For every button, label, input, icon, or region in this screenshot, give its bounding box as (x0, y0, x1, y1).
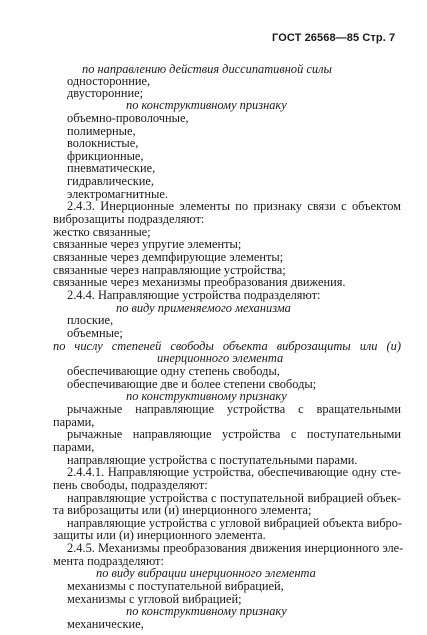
paragraph-line: та виброзащиты или (и) инерционного элемента; (53, 503, 312, 518)
list-item: односторонние, (67, 73, 151, 88)
page-header: ГОСТ 26568—85 Стр. 7 (272, 32, 396, 44)
list-item: парами, (53, 414, 95, 429)
list-item: связанные через демпфирующие элементы; (53, 250, 284, 264)
paragraph-line: 2.4.4. Направляющие устройства подразделяют: (67, 288, 321, 302)
section-subheading: по числу степеней свободы объекта виброзащиты или (и) (53, 338, 401, 353)
paragraph-line: виброзащиты подразделяют: (53, 212, 205, 226)
list-item: связанные через упругие элементы; (53, 237, 242, 252)
section-subheading: по виду применяемого механизма (116, 300, 291, 315)
list-item: электромагнитные. (67, 186, 168, 201)
list-item: пневматические, (67, 161, 156, 176)
paragraph-line: мента подразделяют: (53, 553, 164, 568)
list-item: обеспечивающие одну степень свободы, (67, 363, 280, 378)
list-item: механизмы с поступательной вибрацией, (67, 579, 284, 593)
section-subheading: по конструктивному признаку (126, 604, 287, 619)
section-subheading: инерционного элемента (157, 351, 284, 366)
list-item: механизмы с угловой вибрацией; (67, 591, 242, 606)
paragraph-line: 2.4.4.1. Направляющие устройства, обеспечивающие одну сте- (67, 465, 401, 480)
paragraph-line: защиты или (и) инерционного элемента. (53, 528, 266, 543)
list-item: двусторонние; (67, 86, 144, 101)
list-item: парами, (53, 439, 95, 454)
list-item: полимерные, (67, 123, 136, 138)
list-item: объемные; (67, 325, 123, 340)
list-item: направляющие устройства с поступательными парами. (67, 452, 358, 467)
paragraph-line: пень свободы, подразделяют: (53, 477, 208, 492)
paragraph-line: 2.4.5. Механизмы преобразования движения инерционного эле- (67, 541, 404, 556)
list-item: объемно-проволочные, (67, 110, 189, 125)
list-item: связанные через направляющие устройства; (53, 262, 286, 277)
list-item: фрикционные, (67, 148, 144, 163)
list-item: рычажные направляющие устройства с вращательными (67, 401, 401, 416)
list-item: связанные через механизмы преобразования движения. (53, 275, 346, 290)
section-subheading: по виду вибрации инерционного элемента (96, 566, 316, 581)
list-item: рычажные направляющие устройства с поступательными (67, 427, 401, 442)
list-item: обеспечивающие две и более степени свободы; (67, 376, 317, 391)
section-subheading: по конструктивному признаку (126, 389, 287, 404)
list-item: гидравлические, (67, 174, 155, 189)
paragraph-line: направляющие устройства с поступательной вибрацией объек- (67, 490, 401, 505)
paragraph-line: направляющие устройства с угловой вибрацией объекта вибро- (67, 515, 403, 530)
section-subheading: по конструктивному признаку (126, 98, 287, 113)
section-subheading: по направлению действия диссипативной силы (82, 62, 332, 76)
list-item: механические, (67, 617, 144, 631)
list-item: жестко связанные; (53, 224, 151, 239)
list-item: волокнистые, (67, 136, 139, 151)
paragraph-line: 2.4.3. Инерционные элементы по признаку связи с объектом (67, 199, 401, 214)
list-item: плоские, (67, 313, 114, 328)
